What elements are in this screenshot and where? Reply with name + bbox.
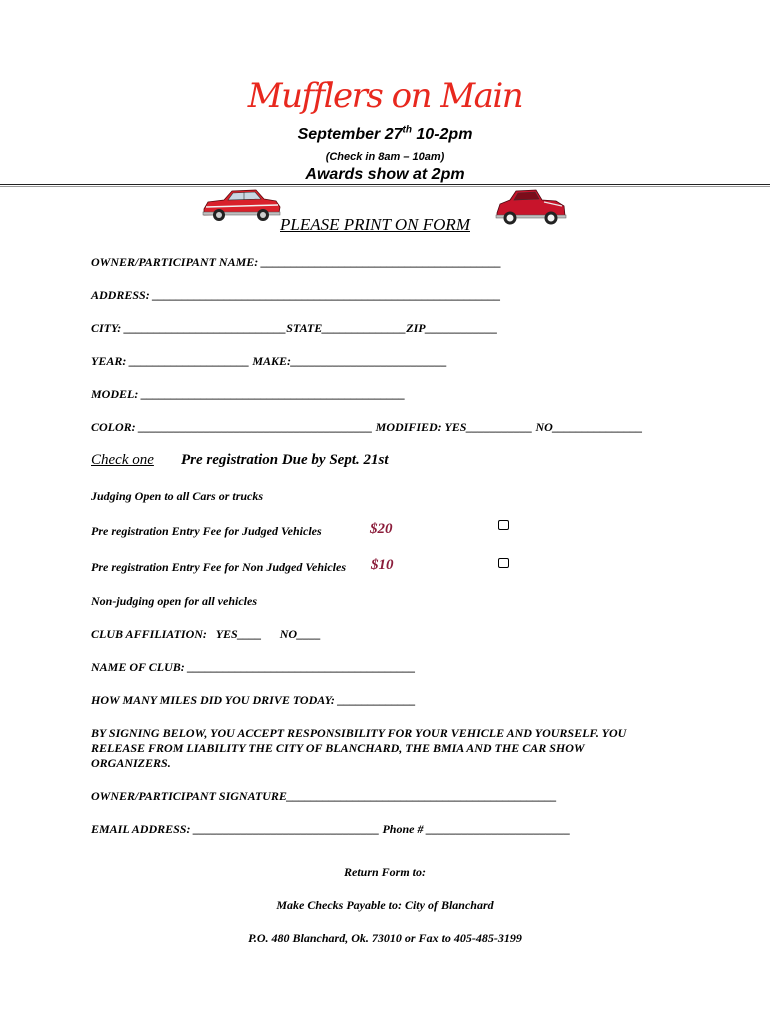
waiver-line-1: BY SIGNING BELOW, YOU ACCEPT RESPONSIBILITY FOR YOUR VEHICLE AND YOURSELF. YOU: [91, 726, 627, 740]
classic-car-left-icon: [200, 185, 282, 225]
miles-driven-field[interactable]: HOW MANY MILES DID YOU DRIVE TODAY: _____________: [91, 693, 416, 707]
owner-signature-field[interactable]: OWNER/PARTICIPANT SIGNATURE_____________________________________________: [91, 789, 557, 803]
judged-fee-label: Pre registration Entry Fee for Judged Vehicles: [91, 524, 322, 538]
event-date-suffix: th: [402, 124, 412, 136]
club-name-field[interactable]: NAME OF CLUB: ______________________________________: [91, 660, 416, 674]
classic-car-right-icon: [494, 186, 568, 228]
please-print-heading: PLEASE PRINT ON FORM: [280, 215, 470, 234]
return-form-to: Return Form to:: [343, 865, 427, 879]
email-phone-field[interactable]: EMAIL ADDRESS: _______________________________ Phone # ________________________: [91, 822, 571, 836]
nonjudged-fee-label: Pre registration Entry Fee for Non Judged Vehicles: [91, 560, 347, 574]
event-title: Mufflers on Main: [247, 76, 523, 116]
check-one-label: Check one: [91, 452, 154, 468]
city-state-zip-field[interactable]: CITY: ___________________________STATE______________ZIP____________: [91, 321, 498, 335]
event-date: [0, 126, 770, 144]
color-modified-field[interactable]: COLOR: _______________________________________ MODIFIED: YES___________ NO_______________: [91, 420, 643, 434]
pre-registration-deadline: Pre registration Due by Sept. 21st: [181, 452, 389, 468]
checkin-time: (Check in 8am – 10am): [325, 151, 445, 163]
address-field[interactable]: ADDRESS: __________________________________________________________: [91, 288, 501, 302]
event-date-time: 10-2pm: [411, 126, 473, 143]
header-divider: [0, 184, 770, 187]
waiver-line-2: RELEASE FROM LIABILITY THE CITY OF BLANCHARD, THE BMIA AND THE CAR SHOW: [91, 741, 585, 755]
awards-time: Awards show at 2pm: [305, 166, 465, 183]
judging-open-note: Judging Open to all Cars or trucks: [91, 489, 264, 503]
year-make-field[interactable]: YEAR: ____________________ MAKE:__________________________: [91, 354, 448, 368]
owner-name-field[interactable]: OWNER/PARTICIPANT NAME: ________________________________________: [91, 255, 502, 269]
model-field[interactable]: MODEL: ____________________________________________: [91, 387, 406, 401]
club-affiliation-field[interactable]: CLUB AFFILIATION: YES____ NO____: [91, 627, 322, 641]
checks-payable: Make Checks Payable to: City of Blanchard: [276, 898, 494, 912]
event-date-main: September 27: [297, 126, 403, 143]
nonjudged-fee-price: $10: [371, 557, 394, 573]
waiver-line-3: ORGANIZERS.: [91, 756, 171, 770]
judged-fee-checkbox[interactable]: [498, 520, 509, 530]
nonjudging-open-note: Non-judging open for all vehicles: [91, 594, 258, 608]
nonjudged-fee-checkbox[interactable]: [498, 558, 509, 568]
mailing-address: P.O. 480 Blanchard, Ok. 73010 or Fax to 405-485-3199: [248, 931, 522, 945]
judged-fee-price: $20: [370, 521, 393, 537]
